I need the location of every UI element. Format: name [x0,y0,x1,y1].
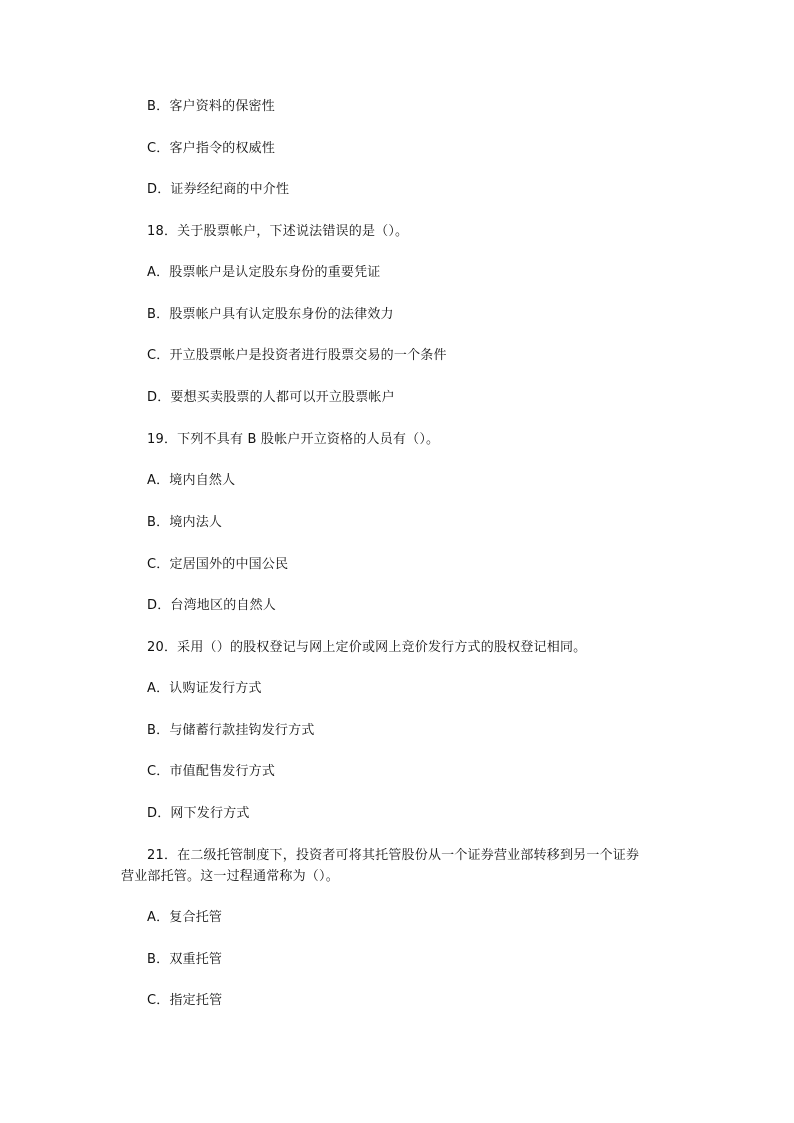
q17-option-d: D．证券经纪商的中介性 [147,182,290,197]
q19-question: 19．下列不具有 B 股帐户开立资格的人员有（）。 [147,432,440,447]
q19-option-a: A．境内自然人 [147,473,236,488]
q20-option-d: D．网下发行方式 [147,806,250,821]
q18-option-a: A．股票帐户是认定股东身份的重要凭证 [147,265,381,280]
q21-option-c: C．指定托管 [147,993,223,1008]
q21-option-a: A．复合托管 [147,910,223,925]
q18-option-c: C．开立股票帐户是投资者进行股票交易的一个条件 [147,348,447,363]
q18-question: 18．关于股票帐户，下述说法错误的是（）。 [147,224,409,239]
q17-option-c: C．客户指令的权威性 [147,141,276,156]
q18-option-b: B．股票帐户具有认定股东身份的法律效力 [147,307,394,322]
q19-option-d: D．台湾地区的自然人 [147,598,277,613]
q21-question: 21．在二级托管制度下，投资者可将其托管股份从一个证券营业部转移到另一个证券 [147,848,640,863]
q21-option-b: B．双重托管 [147,952,223,967]
q20-option-a: A．认购证发行方式 [147,681,262,696]
q19-option-c: C．定居国外的中国公民 [147,557,289,572]
q19-option-b: B．境内法人 [147,515,223,530]
q17-option-b: B．客户资料的保密性 [147,99,275,114]
q21-question-continued: 营业部托管。这一过程通常称为（）。 [121,869,339,884]
q20-option-b: B．与储蓄行款挂钩发行方式 [147,723,315,738]
q18-option-d: D．要想买卖股票的人都可以开立股票帐户 [147,390,395,405]
q20-question: 20．采用（）的股权登记与网上定价或网上竞价发行方式的股权登记相同。 [147,640,587,655]
q20-option-c: C．市值配售发行方式 [147,764,276,779]
